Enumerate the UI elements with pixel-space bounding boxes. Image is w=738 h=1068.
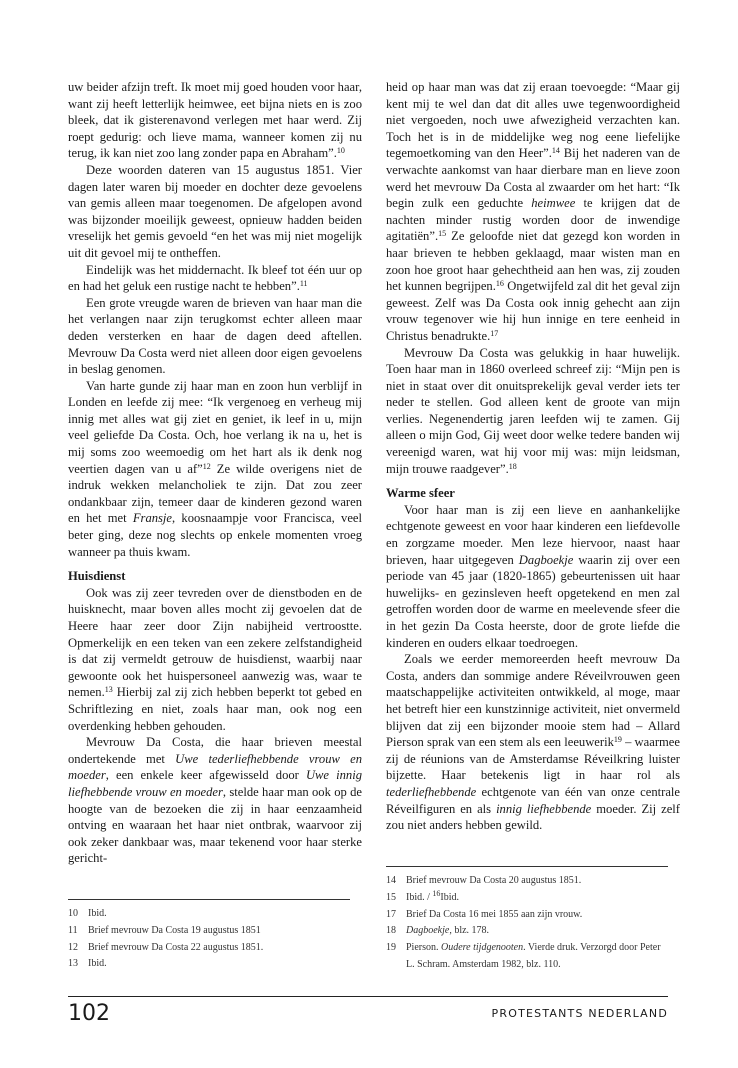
footnote-number: 14 — [386, 875, 396, 886]
footnote-ref[interactable]: 16 — [495, 279, 504, 289]
paragraph: Mevrouw Da Costa, die haar brieven meestal ondertekende met Uwe tederliefhebbende vrouw en moeder, een enkele keer afgewisseld door Uwe innig liefhebbende vrouw en moeder, stelde haar man ook op de hoogte van de bezoeken die zij in haar eenzaamheid ontving en waaraan het haar niet ontbrak, waarvoor zij ook zeker dankbaar was, maar tekenend voor haar sterke gericht- — [68, 735, 363, 866]
page-number: 102 — [68, 1001, 110, 1026]
footnote-ref[interactable]: 13 — [104, 685, 113, 695]
footnote-divider — [386, 866, 668, 867]
footnote: 18 Dagboekje, blz. 178. — [386, 923, 678, 940]
footnote: 17 Brief Da Costa 16 mei 1855 aan zijn vrouw. — [386, 907, 678, 924]
footnote-number: 10 — [68, 908, 78, 919]
paragraph: Deze woorden dateren van 15 augustus 1851. Vier dagen later waren bij moeder en dochter deze gevoelens van gemis alleen maar toegenomen. De afgelopen avond was bijzonder moeilijk geweest, opnieuw hadden beiden vreselijk het gemis gevoeld “en het was mij niet mogelijk uit dit gevoel mij te ontheffen. — [68, 162, 362, 260]
paragraph: uw beider afzijn treft. Ik moet mij goed houden voor haar, want zij heeft letterlijk heimwee, eet bijna niets en is zoo bleek, dat ik gisterenavond verlegen met haar werd. Zij roept gedurig: och lieve mama, wanneer komen zij nu terug, ik kan niet zoo lang zonder papa en Abraham”.$^{10}$ — [68, 80, 362, 161]
footnote-number: 12 — [68, 941, 78, 953]
footnote-ref[interactable]: 10 — [336, 146, 345, 156]
paragraph: heid op haar man was dat zij eraan toevoegde: “Maar gij kent mij te wel dan dat dit alles uwe tegenwoordigheid niet vergoeden, noch uwe afwezigheid verzachten kan. Toch het is in de middelijke weg nog eene liefelijke tegemoetkoming van den Heer”.$^{14}$ Bij het naderen van de verwachte aankomst van haar dierbare man en lieve zoon werd het mevrouw Da Costa al zwaarder om het hart: “Ik begin zulk een geduchte heimwee te krijgen dat de nachten minder rustig worden door de inwendige agitatiën”.$^{15}$ Ze geloofde niet dat gezegd kon worden in haar brieven te hebben geklaagd, maar wisten man en zoon hoe groot haar gehechtheid aan hen was, zij zouden het kunnen begrijpen.$^{16}$ Ongetwijfeld zal dit het geval zijn geweest. Zelf was Da Costa ook innig gehecht aan zijn vrouw tegenover wie hij hun innige en tere eenheid in Christus benadrukte.$^{17}$ — [386, 80, 680, 343]
footnote-ref[interactable]: 18 — [508, 461, 517, 471]
footnote-ref: 16 — [432, 888, 441, 898]
footnote-number: 18 — [386, 925, 396, 937]
section-heading-huisdienst: Huisdienst — [68, 569, 126, 584]
paragraph: Zoals we eerder memoreerden heeft mevrouw Da Costa, anders dan sommige andere Réveilvrouwen geen maatschappelijke activiteiten ontwikkeld, al moge, maar het betreft hier een kunstzinnige activiteit, niet onvermeld blijven dat zij een bijzonder mooie stem had – Allard Pierson sprak van een stem als een leeuwerik$^{19}$ – waarmee zij de réunions van de Amsterdamse Réveilkring luister bijzette. Haar betekenis ligt in haar rol als tederliefhebbende echtgenote van één van onze centrale Réveilfiguren en als innig liefhebbende moeder. Zij zelf zou niet anders hebben gewild. — [386, 652, 680, 833]
footnote-ref[interactable]: 14 — [551, 146, 560, 156]
paragraph: Eindelijk was het middernacht. Ik bleef tot één uur op en had het geluk een rustige nacht te hebben”.$^{11}$ — [68, 262, 362, 294]
footnote-number: 15 — [386, 891, 396, 903]
footnote-ref[interactable]: 19 — [613, 735, 622, 745]
footnote: 14 Brief mevrouw Da Costa 20 augustus 1851. — [386, 873, 678, 890]
footnote-number: 17 — [386, 908, 396, 920]
footnotes-right — [386, 873, 678, 974]
footnote-continuation: L. Schram. Amsterdam 1982, blz. 110. — [406, 958, 561, 970]
footnote-ref[interactable]: 11 — [299, 279, 308, 289]
right-column — [386, 79, 680, 834]
footnote-ref[interactable]: 17 — [490, 328, 499, 338]
footnote: 11 Brief mevrouw Da Costa 19 augustus 1851 — [68, 923, 350, 940]
footnote-number: 19 — [386, 942, 396, 954]
paragraph: Een grote vreugde waren de brieven van haar man die het verlangen naar zijn terugkomst echter alleen maar deden versterken en haar de dagen deed aftellen. Mevrouw Da Costa werd niet alleen door eigen gevoelens in beslag genomen. — [68, 295, 362, 377]
paragraph: Voor haar man is zij een lieve en aanhankelijke echtgenote geweest en voor haar kinderen een liefdevolle en zorgzame moeder. Men leze hiervoor, naast haar brieven, haar uitgegeven Dagboekje waarin zij over een periode van 45 jaar (1820-1865) gebeurtenissen uit haar huwelijks- en gezinsleven heeft opgetekend en men zal getroffen worden door de warme en meelevende sfeer die in het gezin Da Costa heerste, door de grote liefde die kinderen en ouders elkaar toedroegen. — [386, 502, 680, 650]
running-title: PROTESTANTS NEDERLAND — [491, 1007, 668, 1020]
section-heading-warme-sfeer: Warme sfeer — [386, 486, 455, 501]
footnote: 10 Ibid. — [68, 906, 350, 923]
paragraph: Ook was zij zeer tevreden over de dienstboden en de huisknecht, maar boven alles mocht zij gevoelen dat de Heere haar zeer door Zijn nabijheid vertroostte. Opmerkelijk en een teken van een zekere zelfstandigheid is dat zij vermeldt getrouw de huisdienst, waarbij naar gewoonte ook het huispersoneel aanwezig was, waar te nemen.$^{13}$ Hierbij zal zij zich hebben beperkt tot gebed en Schriftlezing en niet, zoals haar man, ook nog een overdenking hebben gehouden. — [68, 585, 362, 733]
footnotes-left — [68, 906, 350, 973]
footnote: 19 Pierson. Oudere tijdgenooten. Vierde druk. Verzorgd door Peter — [386, 940, 678, 957]
footnote-number: 13 — [68, 958, 78, 970]
footnote-divider — [68, 899, 350, 900]
footnote: 13 Ibid. — [68, 956, 350, 973]
footnote: 15 Ibid. / $^{16}$Ibid. — [386, 890, 678, 907]
footnote: 12 Brief mevrouw Da Costa 22 augustus 1851. — [68, 940, 350, 957]
footnote-ref[interactable]: 12 — [202, 461, 211, 471]
footnote-number: 11 — [68, 924, 78, 936]
footer-divider — [68, 996, 668, 997]
footnote-ref[interactable]: 15 — [438, 229, 447, 239]
paragraph: Mevrouw Da Costa was gelukkig in haar huwelijk. Toen haar man in 1860 overleed schreef zij: “Mijn pen is niet in staat over dit onuitsprekelijk geval verder iets ter neder te stellen. God alleen kent de groote van mijn verlies. Negenendertig jaren leefden wij te zamen. Gij alleen o mijn God, Gij weet door welke tedere banden wij vereenigd waren, wat hij voor mij was: mijn leidsman, mijn trouwe raadgever”.$^{18}$ — [386, 345, 680, 476]
left-column — [68, 79, 362, 867]
paragraph: Van harte gunde zij haar man en zoon hun verblijf in Londen en leefde zij mee: “Ik vergenoeg en verheug mij innig met alles wat gij ziet en geniet, ik leef in u, mijn veel geliefde Da Costa. Och, hoe verlang ik na u, het is mij soms zoo weemoedig om het hart als ik denk nog veertien dagen van u af”$^{12}$ Ze wilde overigens niet de indruk wekken melancholiek te zijn. Dat zou zeer ondankbaar zijn, temeer daar de kinderen gezond waren en het met Fransje, koosnaampje voor Francisca, veel beter ging, deze nog slechts op enkele momenten vroeg wanneer pa thuis kwam. — [68, 378, 362, 559]
